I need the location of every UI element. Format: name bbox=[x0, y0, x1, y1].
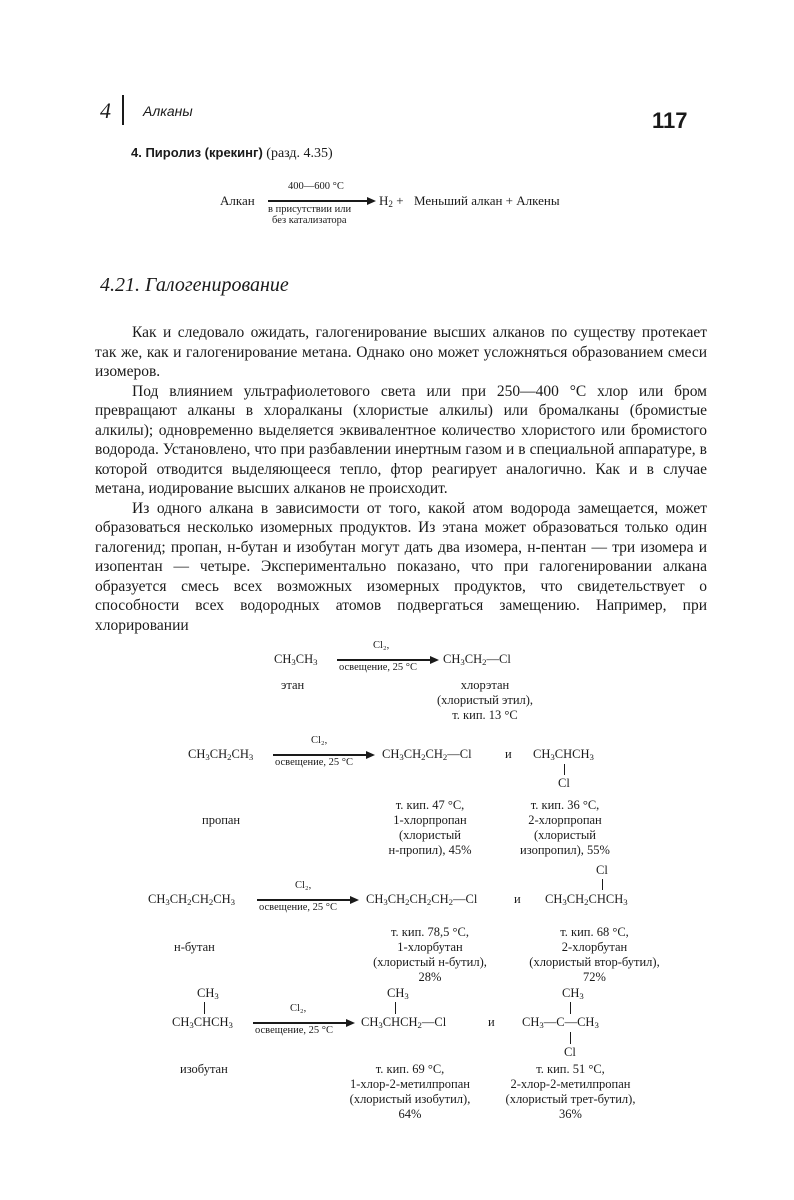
2-chloropropane-bp: т. кип. 36 °С, bbox=[530, 798, 600, 812]
ethane-name: этан bbox=[281, 678, 305, 692]
1-chlorobutane-name: 1-хлорбутан bbox=[397, 940, 463, 954]
pyrolysis-heading bbox=[131, 145, 333, 162]
isobutane-arrow bbox=[253, 1022, 348, 1024]
2-chloro-2-methylpropane-ch3-top: $CH_3$ bbox=[562, 986, 584, 1001]
pyrolysis-condition-1: в присутствии или bbox=[268, 204, 352, 215]
section-title: 4.21. Галогенирование bbox=[100, 274, 289, 296]
2-chloro-2-methylpropane-bond-top bbox=[570, 1002, 571, 1014]
paragraph-1: Как и следовало ожидать, галогенирование высших алканов по существу протекает так же, как и галогенирование метана. Однако оно может усложняться образованием смеси изомеров. bbox=[95, 324, 707, 380]
2-chloropropane-formula: $CH_3CHCH_3$ bbox=[533, 747, 594, 762]
2-chloro-2-methylpropane-bp: т. кип. 51 °С, bbox=[536, 1062, 605, 1076]
1-chloro-2-methylpropane-ch3-top: $CH_3$ bbox=[387, 986, 409, 1001]
butane-reagent: Cl₂, bbox=[295, 880, 312, 891]
isobutane-bond bbox=[204, 1002, 205, 1014]
2-chloropropane-name: 2-хлорпропан bbox=[528, 813, 602, 827]
chloroethane-trivial: (хлористый этил), bbox=[436, 693, 534, 707]
1-chloro-2-methylpropane-formula: $CH_3CHCH_2—Cl$ bbox=[361, 1015, 447, 1030]
2-chloropropane-trivial-a: (хлористый bbox=[534, 828, 596, 842]
pyrolysis-arrowhead bbox=[367, 197, 376, 205]
1-chloro-2-methylpropane-labels bbox=[330, 1062, 490, 1122]
chloroethane-formula: $CH_3CH_2—Cl$ bbox=[443, 652, 511, 667]
isobutane-formula: $CH_3CHCH_3$ bbox=[172, 1015, 233, 1030]
2-chlorobutane-name: 2-хлорбутан bbox=[561, 940, 628, 954]
1-chloro-2-methylpropane-name: 1-хлор-2-метилпропан bbox=[350, 1077, 470, 1091]
2-chlorobutane-bond bbox=[602, 879, 603, 890]
1-chloropropane-trivial-a: (хлористый bbox=[399, 828, 461, 842]
body-text bbox=[95, 323, 707, 635]
1-chlorobutane-trivial: (хлористый н-бутил), bbox=[373, 955, 487, 969]
2-chlorobutane-yield: 72% bbox=[583, 970, 606, 984]
2-chloropropane-bond bbox=[564, 764, 565, 775]
propane-name: пропан bbox=[202, 813, 241, 827]
2-chlorobutane-labels bbox=[512, 925, 677, 985]
pyrolysis-reactant: Алкан bbox=[220, 193, 255, 208]
chloroethane-labels bbox=[415, 678, 555, 723]
1-chlorobutane-yield: 28% bbox=[418, 970, 442, 984]
1-chloropropane-labels bbox=[370, 798, 490, 858]
2-chlorobutane-cl: Cl bbox=[596, 863, 608, 877]
isobutane-arrowhead bbox=[346, 1019, 355, 1027]
1-chlorobutane-bp: т. кип. 78,5 °С, bbox=[391, 925, 469, 939]
2-chloro-2-methylpropane-trivial: (хлористый трет-бутил), bbox=[505, 1092, 636, 1106]
2-chloropropane-labels bbox=[505, 798, 625, 858]
butane-conditions: освещение, 25 °С bbox=[259, 902, 337, 913]
isobutane-ch3-top: $CH_3$ bbox=[197, 986, 219, 1001]
1-chloro-2-methylpropane-bond bbox=[395, 1002, 396, 1014]
ethane-arrow bbox=[337, 659, 432, 661]
pyrolysis-hydrogen: $H_2$ + bbox=[379, 193, 404, 209]
pyrolysis-products: Меньший алкан + Алкены bbox=[414, 193, 560, 208]
chloroethane-name: хлорэтан bbox=[460, 678, 510, 692]
propane-arrow bbox=[273, 754, 368, 756]
pyrolysis-temperature: 400—600 °С bbox=[288, 181, 344, 192]
propane-and: и bbox=[505, 747, 512, 761]
ethane-conditions: освещение, 25 °С bbox=[339, 662, 417, 673]
2-chloropropane-trivial-b: изопропил), 55% bbox=[520, 843, 610, 857]
ethane-reagent: Cl₂, bbox=[373, 640, 390, 651]
pyrolysis-heading-bold: 4. Пиролиз (крекинг) bbox=[131, 145, 263, 160]
pyrolysis-arrow bbox=[268, 200, 369, 202]
paragraph-2: Под влиянием ультрафиолетового света или при 250—400 °С хлор или бром превращают алканы в хлоралканы (хлористые алкилы) или бромалканы (бромистые алкилы); одновременно выделяется эквивалентное количество хлористого или бромистого водорода. Установлено, что при разбавлении инертным газом и в специальной аппаратуре, в которой отводится выделяющееся тепло, фтор реагирует аналогично. Как и в случае метана, иодирование высших алканов не происходит. bbox=[95, 382, 707, 497]
butane-arrow bbox=[257, 899, 352, 901]
page-number: 117 bbox=[652, 108, 688, 133]
1-chloro-2-methylpropane-trivial: (хлористый изобутил), bbox=[349, 1092, 471, 1106]
paragraph-3: Из одного алкана в зависимости от того, какой атом водорода замещается, может образоваться несколько изомерных продуктов. Из этана может образоваться только один галогенид; пропан, н-бутан и изобутан могут дать два изомера, н-пентан — три изомера и изопентан — четыре. Экспериментально показано, что при галогенировании алкана образуется смесь всех возможных изомерных продуктов, что свидетельствует о способности всех водородных атомов подвергаться замещению. Например, при хлорировании bbox=[95, 499, 707, 634]
isobutane-and: и bbox=[488, 1015, 495, 1029]
chapter-number: 4 bbox=[100, 98, 111, 123]
propane-arrowhead bbox=[366, 751, 375, 759]
2-chlorobutane-trivial: (хлористый втор-бутил), bbox=[529, 955, 660, 969]
propane-reagent: Cl₂, bbox=[311, 735, 328, 746]
1-chloropropane-trivial-b: н-пропил), 45% bbox=[388, 843, 472, 857]
pyrolysis-condition-2: без катализатора bbox=[272, 215, 347, 226]
butane-formula: $CH_3CH_2CH_2CH_3$ bbox=[148, 892, 235, 907]
ethane-arrowhead bbox=[430, 656, 439, 664]
1-chloro-2-methylpropane-yield: 64% bbox=[398, 1107, 422, 1121]
ethane-formula: $CH_3CH_3$ bbox=[274, 652, 318, 667]
1-chloropropane-bp: т. кип. 47 °С, bbox=[395, 798, 465, 812]
2-chloro-2-methylpropane-bond-bottom bbox=[570, 1032, 571, 1044]
1-chlorobutane-labels bbox=[355, 925, 505, 985]
propane-conditions: освещение, 25 °С bbox=[275, 757, 353, 768]
2-chloro-2-methylpropane-name: 2-хлор-2-метилпропан bbox=[510, 1077, 631, 1091]
1-chloro-2-methylpropane-bp: т. кип. 69 °С, bbox=[375, 1062, 445, 1076]
2-chlorobutane-formula: $CH_3CH_2CHCH_3$ bbox=[545, 892, 628, 907]
chloroethane-bp: т. кип. 13 °С bbox=[452, 708, 518, 722]
isobutane-conditions: освещение, 25 °С bbox=[255, 1025, 333, 1036]
1-chloropropane-name: 1-хлорпропан bbox=[393, 813, 467, 827]
header-divider bbox=[122, 95, 124, 125]
2-chloropropane-cl: Cl bbox=[558, 776, 570, 790]
2-chloro-2-methylpropane-labels bbox=[488, 1062, 653, 1122]
2-chloro-2-methylpropane-yield: 36% bbox=[559, 1107, 582, 1121]
2-chlorobutane-bp: т. кип. 68 °С, bbox=[560, 925, 629, 939]
chapter-title: Алканы bbox=[143, 103, 193, 119]
propane-formula: $CH_3CH_2CH_3$ bbox=[188, 747, 254, 762]
2-chloro-2-methylpropane-cl: Cl bbox=[564, 1045, 576, 1059]
butane-arrowhead bbox=[350, 896, 359, 904]
1-chlorobutane-formula: $CH_3CH_2CH_2CH_2—Cl$ bbox=[366, 892, 478, 907]
isobutane-name: изобутан bbox=[180, 1062, 228, 1076]
butane-name: н-бутан bbox=[174, 940, 215, 954]
pyrolysis-heading-ref: (разд. 4.35) bbox=[266, 146, 333, 161]
butane-and: и bbox=[514, 892, 521, 906]
isobutane-reagent: Cl₂, bbox=[290, 1003, 307, 1014]
2-chloro-2-methylpropane-formula: $CH_3—C—CH_3$ bbox=[522, 1015, 599, 1030]
1-chloropropane-formula: $CH_3CH_2CH_2—Cl$ bbox=[382, 747, 472, 762]
